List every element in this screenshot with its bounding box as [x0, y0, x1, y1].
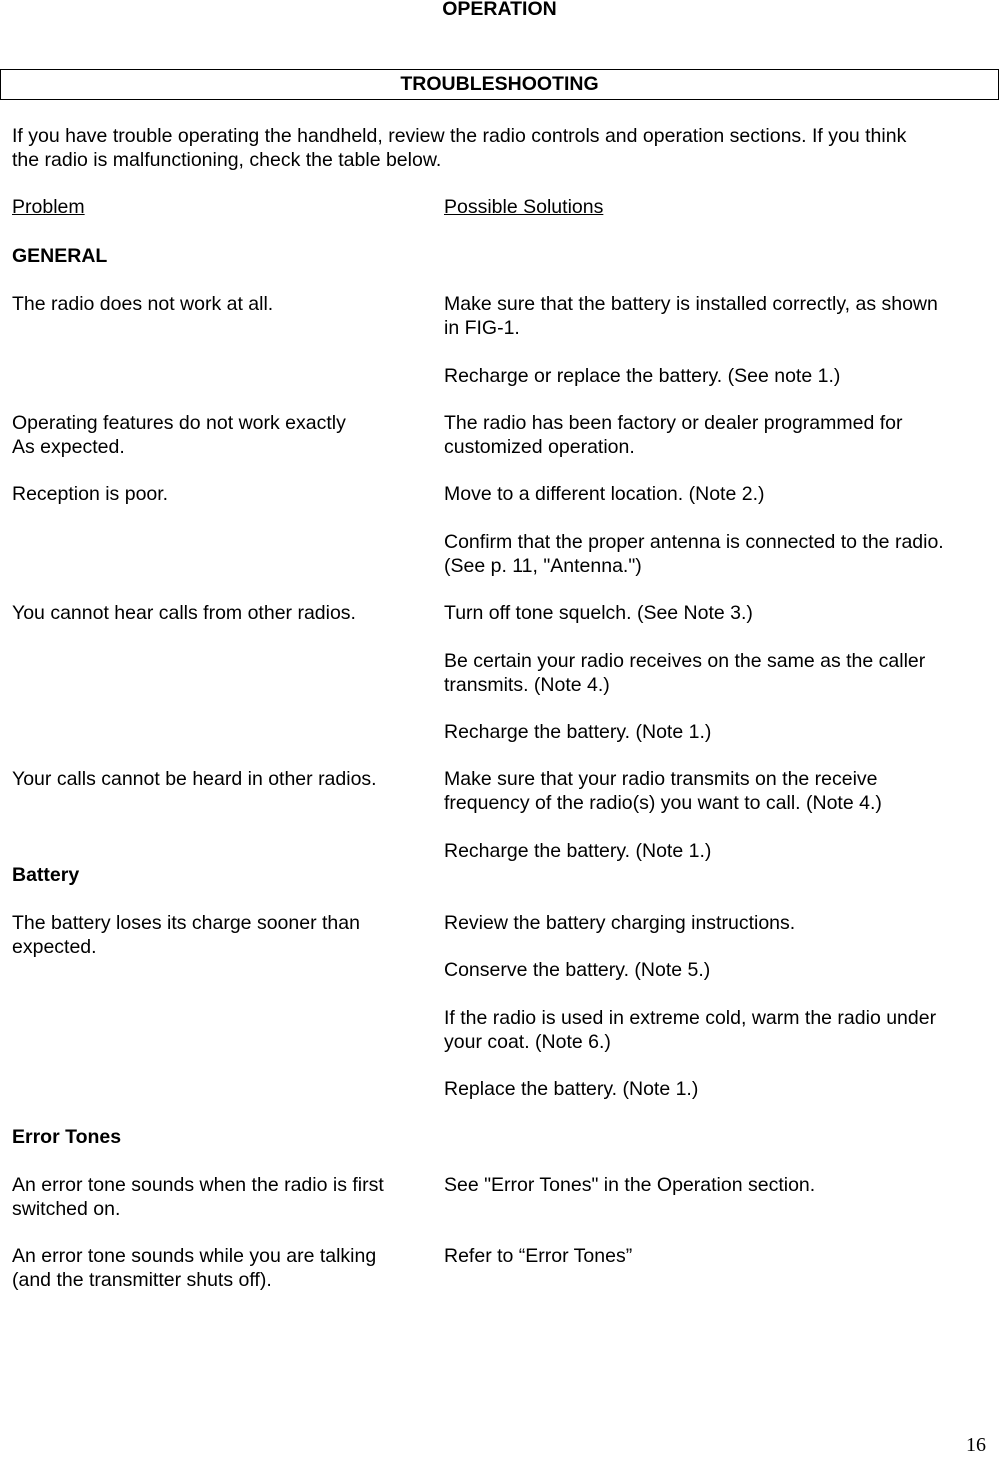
page-number: 16 — [966, 1434, 986, 1456]
problem-text: Reception is poor. — [12, 483, 169, 505]
solution-text: Review the battery charging instructions. — [444, 912, 796, 934]
problem-text: An error tone sounds while you are talking — [12, 1245, 377, 1267]
solution-text: your coat. (Note 6.) — [444, 1031, 611, 1053]
problem-text: Operating features do not work exactly — [12, 412, 346, 434]
solution-text: Recharge the battery. (Note 1.) — [444, 840, 712, 862]
problem-text: As expected. — [12, 436, 125, 458]
solution-text: Make sure that your radio transmits on the receive — [444, 768, 878, 790]
solutions-column-header: Possible Solutions — [444, 196, 604, 218]
solution-text: Make sure that the battery is installed correctly, as shown — [444, 293, 938, 315]
problem-text: The radio does not work at all. — [12, 293, 274, 315]
solution-text: Recharge the battery. (Note 1.) — [444, 721, 712, 743]
solution-text: customized operation. — [444, 436, 635, 458]
solution-text: The radio has been factory or dealer programmed for — [444, 412, 903, 434]
problem-text: You cannot hear calls from other radios. — [12, 602, 356, 624]
solution-text: in FIG-1. — [444, 317, 520, 339]
problem-text: expected. — [12, 936, 97, 958]
intro-line-2: the radio is malfunctioning, check the table below. — [12, 149, 442, 171]
solution-text: Turn off tone squelch. (See Note 3.) — [444, 602, 753, 624]
solution-text: Recharge or replace the battery. (See note 1.) — [444, 365, 841, 387]
solution-text: transmits. (Note 4.) — [444, 674, 610, 696]
problem-column-header: Problem — [12, 196, 85, 218]
solution-text: Refer to “Error Tones” — [444, 1245, 633, 1267]
intro-line-1: If you have trouble operating the handheld, review the radio controls and operation sections. If you think — [12, 125, 907, 147]
problem-text: An error tone sounds when the radio is first — [12, 1174, 384, 1196]
problem-text: (and the transmitter shuts off). — [12, 1269, 272, 1291]
section-title: TROUBLESHOOTING — [0, 69, 999, 100]
section-heading-error-tones: Error Tones — [12, 1126, 122, 1148]
solution-text: Be certain your radio receives on the same as the caller — [444, 650, 926, 672]
problem-text: Your calls cannot be heard in other radios. — [12, 768, 377, 790]
solution-text: (See p. 11, "Antenna.") — [444, 555, 642, 577]
solution-text: If the radio is used in extreme cold, warm the radio under — [444, 1007, 937, 1029]
page-header: OPERATION — [442, 0, 557, 20]
section-heading-general: GENERAL — [12, 245, 108, 267]
problem-text: The battery loses its charge sooner than — [12, 912, 360, 934]
solution-text: See "Error Tones" in the Operation section. — [444, 1174, 816, 1196]
solution-text: Confirm that the proper antenna is connected to the radio. — [444, 531, 944, 553]
section-heading-battery: Battery — [12, 864, 80, 886]
problem-text: switched on. — [12, 1198, 121, 1220]
solution-text: frequency of the radio(s) you want to call. (Note 4.) — [444, 792, 882, 814]
solution-text: Move to a different location. (Note 2.) — [444, 483, 765, 505]
solution-text: Conserve the battery. (Note 5.) — [444, 959, 711, 981]
solution-text: Replace the battery. (Note 1.) — [444, 1078, 699, 1100]
